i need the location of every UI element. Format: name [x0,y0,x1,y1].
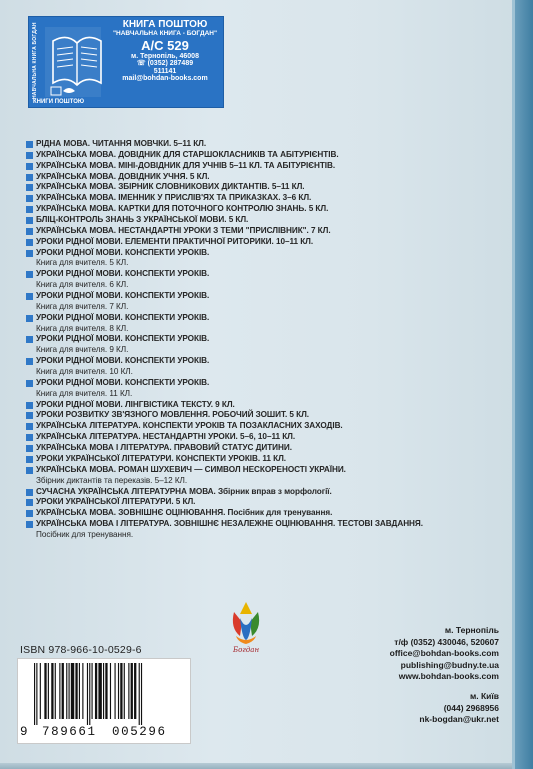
book-list-item: УКРАЇНСЬКА МОВА. ДОВІДНИК ДЛЯ СТАРШОКЛАСНИКІВ ТА АБІТУРІЄНТІВ. [26,150,511,161]
publisher-logo-label: Богдан [232,646,260,654]
book-list-item: УРОКИ РІДНОЇ МОВИ. КОНСПЕКТИ УРОКІВ. [26,313,511,324]
cover-bottom-edge [0,763,512,769]
book-list-item: СУЧАСНА УКРАЇНСЬКА ЛІТЕРАТУРНА МОВА. Збірник вправ з морфології. [26,487,511,498]
book-list-item: УКРАЇНСЬКА МОВА. ІМЕННИК У ПРИСЛІВ'ЯХ ТА ПРИКАЗКАХ. 3–6 КЛ. [26,193,511,204]
barcode-bar [95,663,97,719]
book-list-item-subtitle: Книга для вчителя. 5 КЛ. [36,258,129,268]
book-list-item: УРОКИ УКРАЇНСЬКОЇ ЛІТЕРАТУРИ. КОНСПЕКТИ УРОКІВ. 11 КЛ. [26,454,511,465]
barcode-bar [40,663,41,719]
barcode-bar [92,663,93,719]
barcode-bar [69,663,70,719]
book-list-item: РІДНА МОВА. ЧИТАННЯ МОВЧКИ. 5–11 КЛ. [26,139,511,150]
book-list-item-subtitle: Збірник диктантів та переказів. 5–12 КЛ. [36,475,188,485]
book-list-item: УРОКИ РІДНОЇ МОВИ. КОНСПЕКТИ УРОКІВ. [26,356,511,367]
book-list-item: УКРАЇНСЬКА МОВА. НЕСТАНДАРТНІ УРОКИ З ТЕМИ "ПРИСЛІВНИК". 7 КЛ. [26,226,511,237]
book-list-item-subtitle: Книга для вчителя. 6 КЛ. [36,280,129,290]
book-list-item-subtitle: Книга для вчителя. 10 КЛ. [36,367,133,377]
barcode-bar [62,663,64,719]
book-list-item-subtitle: Книга для вчителя. 7 КЛ. [36,301,129,311]
barcode-bar [82,663,83,719]
book-list-item: УКРАЇНСЬКА МОВА І ЛІТЕРАТУРА. ПРАВОВИЙ СТАТУС ДИТИНИ. [26,443,511,454]
book-list-item: УРОКИ РІДНОЇ МОВИ. КОНСПЕКТИ УРОКІВ. [26,378,511,389]
barcode-bar [98,663,101,719]
book-list-item-subtitle: Книга для вчителя. 11 КЛ. [36,388,133,398]
cover-edge-band [512,0,533,769]
barcode-bar [75,663,77,719]
barcode-bar [44,663,46,719]
barcode-bar [120,663,122,719]
contact-ternopil-email2: publishing@budny.te.ua [400,659,499,670]
book-list-item: УКРАЇНСЬКА ЛІТЕРАТУРА. КОНСПЕКТИ УРОКІВ ТА ПОЗАКЛАСНИХ ЗАХОДІВ. [26,421,511,432]
book-list-item: УКРАЇНСЬКА МОВА. ЗОВНІШНЄ ОЦІНЮВАННЯ. Посібник для тренування. [26,508,511,519]
book-list-item: УКРАЇНСЬКА МОВА. ДОВІДНИК УЧНЯ. 5 КЛ. [26,172,511,183]
contact-ternopil-city: м. Тернопіль [444,625,499,635]
book-list-item: УРОКИ РІДНОЇ МОВИ. КОНСПЕКТИ УРОКІВ. [26,334,511,345]
book-list-item: УКРАЇНСЬКА МОВА. МІНІ-ДОВІДНИК ДЛЯ УЧНІВ 5–11 КЛ. ТА АБІТУРІЄНТІВ. [26,161,511,172]
book-list-item: УКРАЇНСЬКА МОВА І ЛІТЕРАТУРА. ЗОВНІШНЄ НЕЗАЛЕЖНЕ ОЦІНЮВАННЯ. ТЕСТОВІ ЗАВДАННЯ. [26,519,511,530]
book-list-item: УКРАЇНСЬКА МОВА. КАРТКИ ДЛЯ ПОТОЧНОГО КОНТРОЛЮ ЗНАНЬ. 5 КЛ. [26,204,511,215]
barcode [17,658,191,744]
publisher-logo [228,598,264,654]
barcode-bar [48,663,49,719]
barcode-bar [134,663,136,719]
barcode-bars [30,663,180,725]
book-list-item: УКРАЇНСЬКА ЛІТЕРАТУРА. НЕСТАНДАРТНІ УРОКИ. 5–6, 10–11 КЛ. [26,432,511,443]
stamp-email: mail@bohdan-books.com [122,74,208,82]
barcode-bar [55,663,56,719]
barcode-lead-digit: 9 [20,725,28,739]
contact-kyiv-city: м. Київ [469,690,499,701]
book-list-item-subtitle: Посібник для тренування. [36,529,134,539]
book-list [26,139,511,541]
stamp-text [107,20,223,82]
book-list-item: УКРАЇНСЬКА МОВА. ЗБІРНИК СЛОВНИКОВИХ ДИКТАНТІВ. 5–11 КЛ. [26,182,511,193]
stamp-phone2: 511141 [153,67,177,75]
contact-ternopil-site: www.bohdan-books.com [398,671,499,682]
barcode-bar [71,663,74,719]
barcode-bar [115,663,116,719]
stamp-title: КНИГА ПОШТОЮ [122,19,208,30]
book-list-item-subtitle: Книга для вчителя. 8 КЛ. [36,323,129,333]
book-list-item: УРОКИ УКРАЇНСЬКОЇ ЛІТЕРАТУРИ. 5 КЛ. [26,497,511,508]
contact-kyiv-email: nk-bogdan@ukr.net [419,714,499,725]
barcode-bar [139,663,140,725]
barcode-bar [103,663,104,719]
book-list-item: БЛІЦ-КОНТРОЛЬ ЗНАНЬ З УКРАЇНСЬКОЇ МОВИ. 5 КЛ. [26,215,511,226]
stamp-subtitle: "НАВЧАЛЬНА КНИГА - БОГДАН" [112,29,218,37]
book-list-item-subtitle: Книга для вчителя. 9 КЛ. [36,345,129,355]
barcode-right-digits: 005296 [112,725,167,739]
stamp-city: м. Тернопіль, 46008 [131,52,199,60]
barcode-bar [34,663,35,725]
stamp-bottom-label: КНИГИ ПОШТОЮ [33,99,85,105]
book-list-item: УРОКИ РІДНОЇ МОВИ. КОНСПЕКТИ УРОКІВ. [26,248,511,259]
contact-kyiv-phone: (044) 2968956 [443,702,499,713]
barcode-bar [110,663,111,719]
barcode-bar [66,663,67,719]
barcode-bar [118,663,119,719]
barcode-digits [20,725,188,741]
book-list-item: УРОКИ РІДНОЇ МОВИ. КОНСПЕКТИ УРОКІВ. [26,269,511,280]
barcode-bar [105,663,107,719]
barcode-bar [89,663,90,725]
stamp-phone: ☏ (0352) 287489 [136,60,194,68]
book-list-item: УРОКИ РІДНОЇ МОВИ. ЕЛЕМЕНТИ ПРАКТИЧНОЇ РИТОРИКИ. 10–11 КЛ. [26,237,511,248]
isbn: ISBN 978-966-10-0529-6 [20,644,142,656]
contact-ternopil-phone: т/ф (0352) 430046, 520607 [394,636,499,647]
book-list-item: УКРАЇНСЬКА МОВА. РОМАН ШУХЕВИЧ — СИМВОЛ НЕСКОРЕНОСТІ УКРАЇНИ. [26,465,511,476]
mail-order-stamp [28,16,224,108]
barcode-bar [51,663,53,719]
book-list-item: УРОКИ РОЗВИТКУ ЗВ'ЯЗНОГО МОВЛЕННЯ. РОБОЧИЙ ЗОШИТ. 5 КЛ. [26,410,511,421]
barcode-bar [36,663,37,725]
book-list-item: УРОКИ РІДНОЇ МОВИ. ЛІНГВІСТИКА ТЕКСТУ. 9 КЛ. [26,400,511,411]
barcode-bar [128,663,129,719]
publisher-contacts [289,625,499,726]
stamp-box: А/С 529 [141,38,189,54]
barcode-bar [124,663,125,719]
barcode-bar [87,663,88,725]
barcode-bar [141,663,142,725]
stamp-side-label: НАВЧАЛЬНА КНИГА БОГДАН [32,22,38,100]
barcode-bar [59,663,60,719]
barcode-bar [131,663,133,719]
book-list-item: УРОКИ РІДНОЇ МОВИ. КОНСПЕКТИ УРОКІВ. [26,291,511,302]
barcode-left-digits: 789661 [42,725,97,739]
contact-ternopil-email1: office@bohdan-books.com [389,648,499,659]
barcode-bar [79,663,80,719]
